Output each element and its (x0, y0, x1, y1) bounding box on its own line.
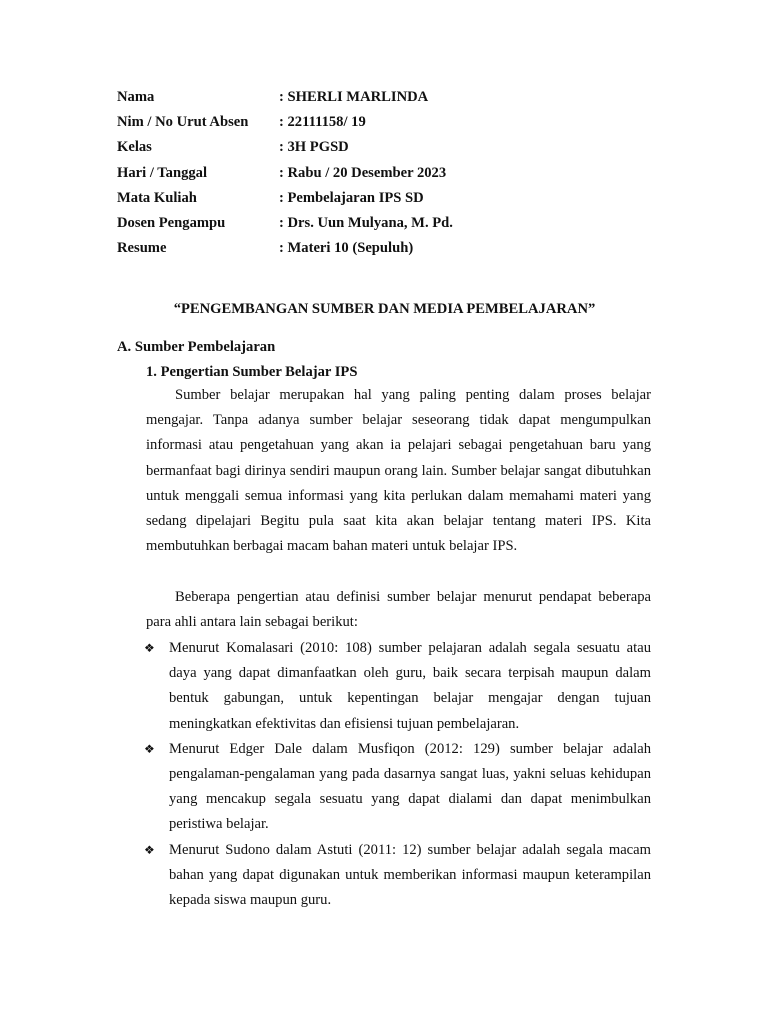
identity-row-nim (117, 110, 453, 135)
identity-label: Nama (117, 89, 155, 105)
identity-value: : Drs. Uun Mulyana, M. Pd. (279, 214, 453, 231)
identity-value: : 3H PGSD (279, 139, 349, 156)
identity-row-kelas (117, 135, 453, 160)
document-title: “PENGEMBANGAN SUMBER DAN MEDIA PEMBELAJARAN” (173, 301, 596, 317)
identity-value: : Rabu / 20 Desember 2023 (279, 164, 447, 181)
section-heading: A. Sumber Pembelajaran (117, 339, 276, 355)
identity-row-tanggal (117, 161, 453, 186)
definition-list (146, 636, 651, 913)
diamond-bullet-icon: ❖ (144, 641, 155, 655)
identity-label: Nim / No Urut Absen (117, 114, 249, 131)
list-item (146, 636, 651, 737)
list-item (146, 838, 651, 914)
diamond-bullet-icon: ❖ (144, 741, 155, 756)
list-item-text: Menurut Edger Dale dalam Musfiqon (2012: 129) sumber belajar adalah pengalaman-pengalaman yang pada dasarnya sangat luas, yakni seluas kehidupan yang mencakup segala sesuatu yang dapat dialami dan dapat menimbulkan peristiwa belajar. (169, 740, 651, 833)
identity-label: Dosen Pengampu (117, 214, 226, 231)
identity-value: : Materi 10 (Sepuluh) (279, 240, 414, 257)
list-item-text: Menurut Sudono dalam Astuti (2011: 12) sumber belajar adalah segala macam bahan yang dapat digunakan untuk memberikan informasi maupun keterampilan kepada siswa maupun guru. (169, 841, 651, 909)
list-item-text: Menurut Komalasari (2010: 108) sumber pelajaran adalah segala sesuatu atau daya yang dapat dimanfaatkan oleh guru, baik secara terpisah maupun dalam bentuk gabungan, untuk kepentingan belajar mengajar dengan tujuan meningkatkan efektivitas dan efisiensi tujuan pembelajaran. (169, 640, 651, 732)
diamond-bullet-icon: ❖ (144, 842, 155, 857)
identity-value: : 22111158/ 19 (279, 114, 366, 131)
body-paragraph: Beberapa pengertian atau definisi sumber belajar menurut pendapat beberapa para ahli antara lain sebagai berikut: (146, 589, 651, 631)
identity-row-resume (117, 236, 453, 261)
identity-value: : Pembelajaran IPS SD (279, 189, 424, 206)
identity-row-nama (117, 85, 453, 110)
identity-label: Kelas (117, 139, 152, 156)
identity-value: : SHERLI MARLINDA (279, 89, 429, 105)
identity-table (117, 85, 453, 261)
identity-label: Mata Kuliah (117, 189, 197, 206)
list-item (146, 737, 651, 838)
identity-row-dosen (117, 211, 453, 236)
subsection-heading: 1. Pengertian Sumber Belajar IPS (146, 364, 358, 380)
identity-row-mata-kuliah (117, 186, 453, 211)
identity-label: Hari / Tanggal (117, 164, 208, 181)
identity-label: Resume (117, 240, 167, 257)
body-paragraph: Sumber belajar merupakan hal yang paling penting dalam proses belajar mengajar. Tanpa adanya sumber belajar seseorang tidak dapat mengumpulkan informasi atau pengetahuan yang akan ia pelajari sebagai pengetahuan baru yang bermanfaat bagi dirinya sendiri maupun orang lain. Sumber belajar sangat dibutuhkan untuk menggali semua informasi yang kita perlukan dalam memahami materi yang sedang dipelajari Begitu pula saat kita akan belajar tentang materi IPS. Kita membutuhkan berbagai macam bahan materi untuk belajar IPS. (146, 387, 651, 555)
